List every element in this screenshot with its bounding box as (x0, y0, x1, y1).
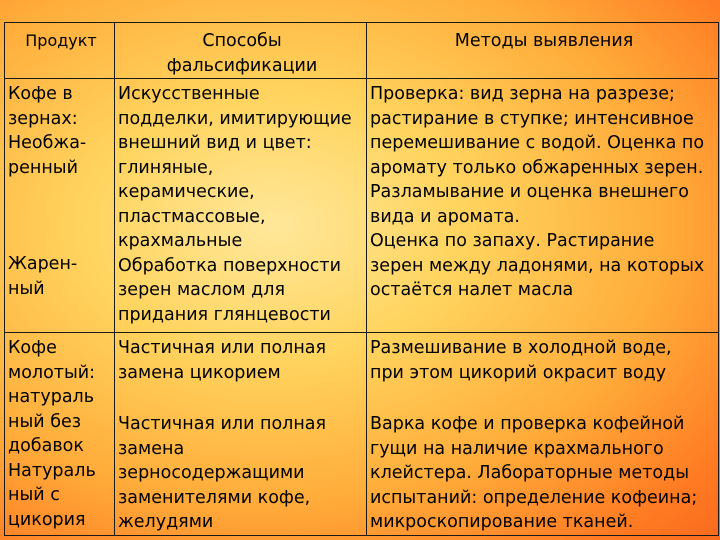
methods-cell-beans: Искусственные подделки, имитирующие внешний вид и цвет: глиняные, керамические, пластмассовые, крахмальные Обработка поверхности зерен маслом для придания глянцевости (115, 79, 367, 333)
falsification-table (4, 22, 719, 536)
table-header-row (5, 23, 719, 79)
header-detection-methods: Методы выявления (367, 23, 719, 79)
header-falsification-methods: Способы фальсификации (115, 23, 367, 79)
product-cell-beans: Кофе в зернах: Необжа- ренный Жарен- ный (5, 79, 115, 333)
detection-cell-beans: Проверка: вид зерна на разрезе; растирание в ступке; интенсивное перемешивание с водой. Оценка по аромату только обжаренных зерен. Разламывание и оценка внешнего вида и аромата. Оценка по запаху. Растирание зерен между ладонями, на которых остаётся налет масла (367, 79, 719, 333)
detection-cell-ground: Размешивание в холодной воде, при этом цикорий окрасит воду Варка кофе и проверка кофейной гущи на наличие крахмального клейстера. Лабораторные методы испытаний: определение кофеина; микроскопирование тканей. (367, 333, 719, 536)
product-cell-ground: Кофе молотый: натураль ный без добавок Натураль ный с цикория (5, 333, 115, 536)
table-row (5, 79, 719, 333)
header-product: Продукт (5, 23, 115, 79)
methods-cell-ground: Частичная или полная замена цикорием Частичная или полная замена зерносодержащими заменителями кофе, желудями (115, 333, 367, 536)
table-row (5, 333, 719, 536)
